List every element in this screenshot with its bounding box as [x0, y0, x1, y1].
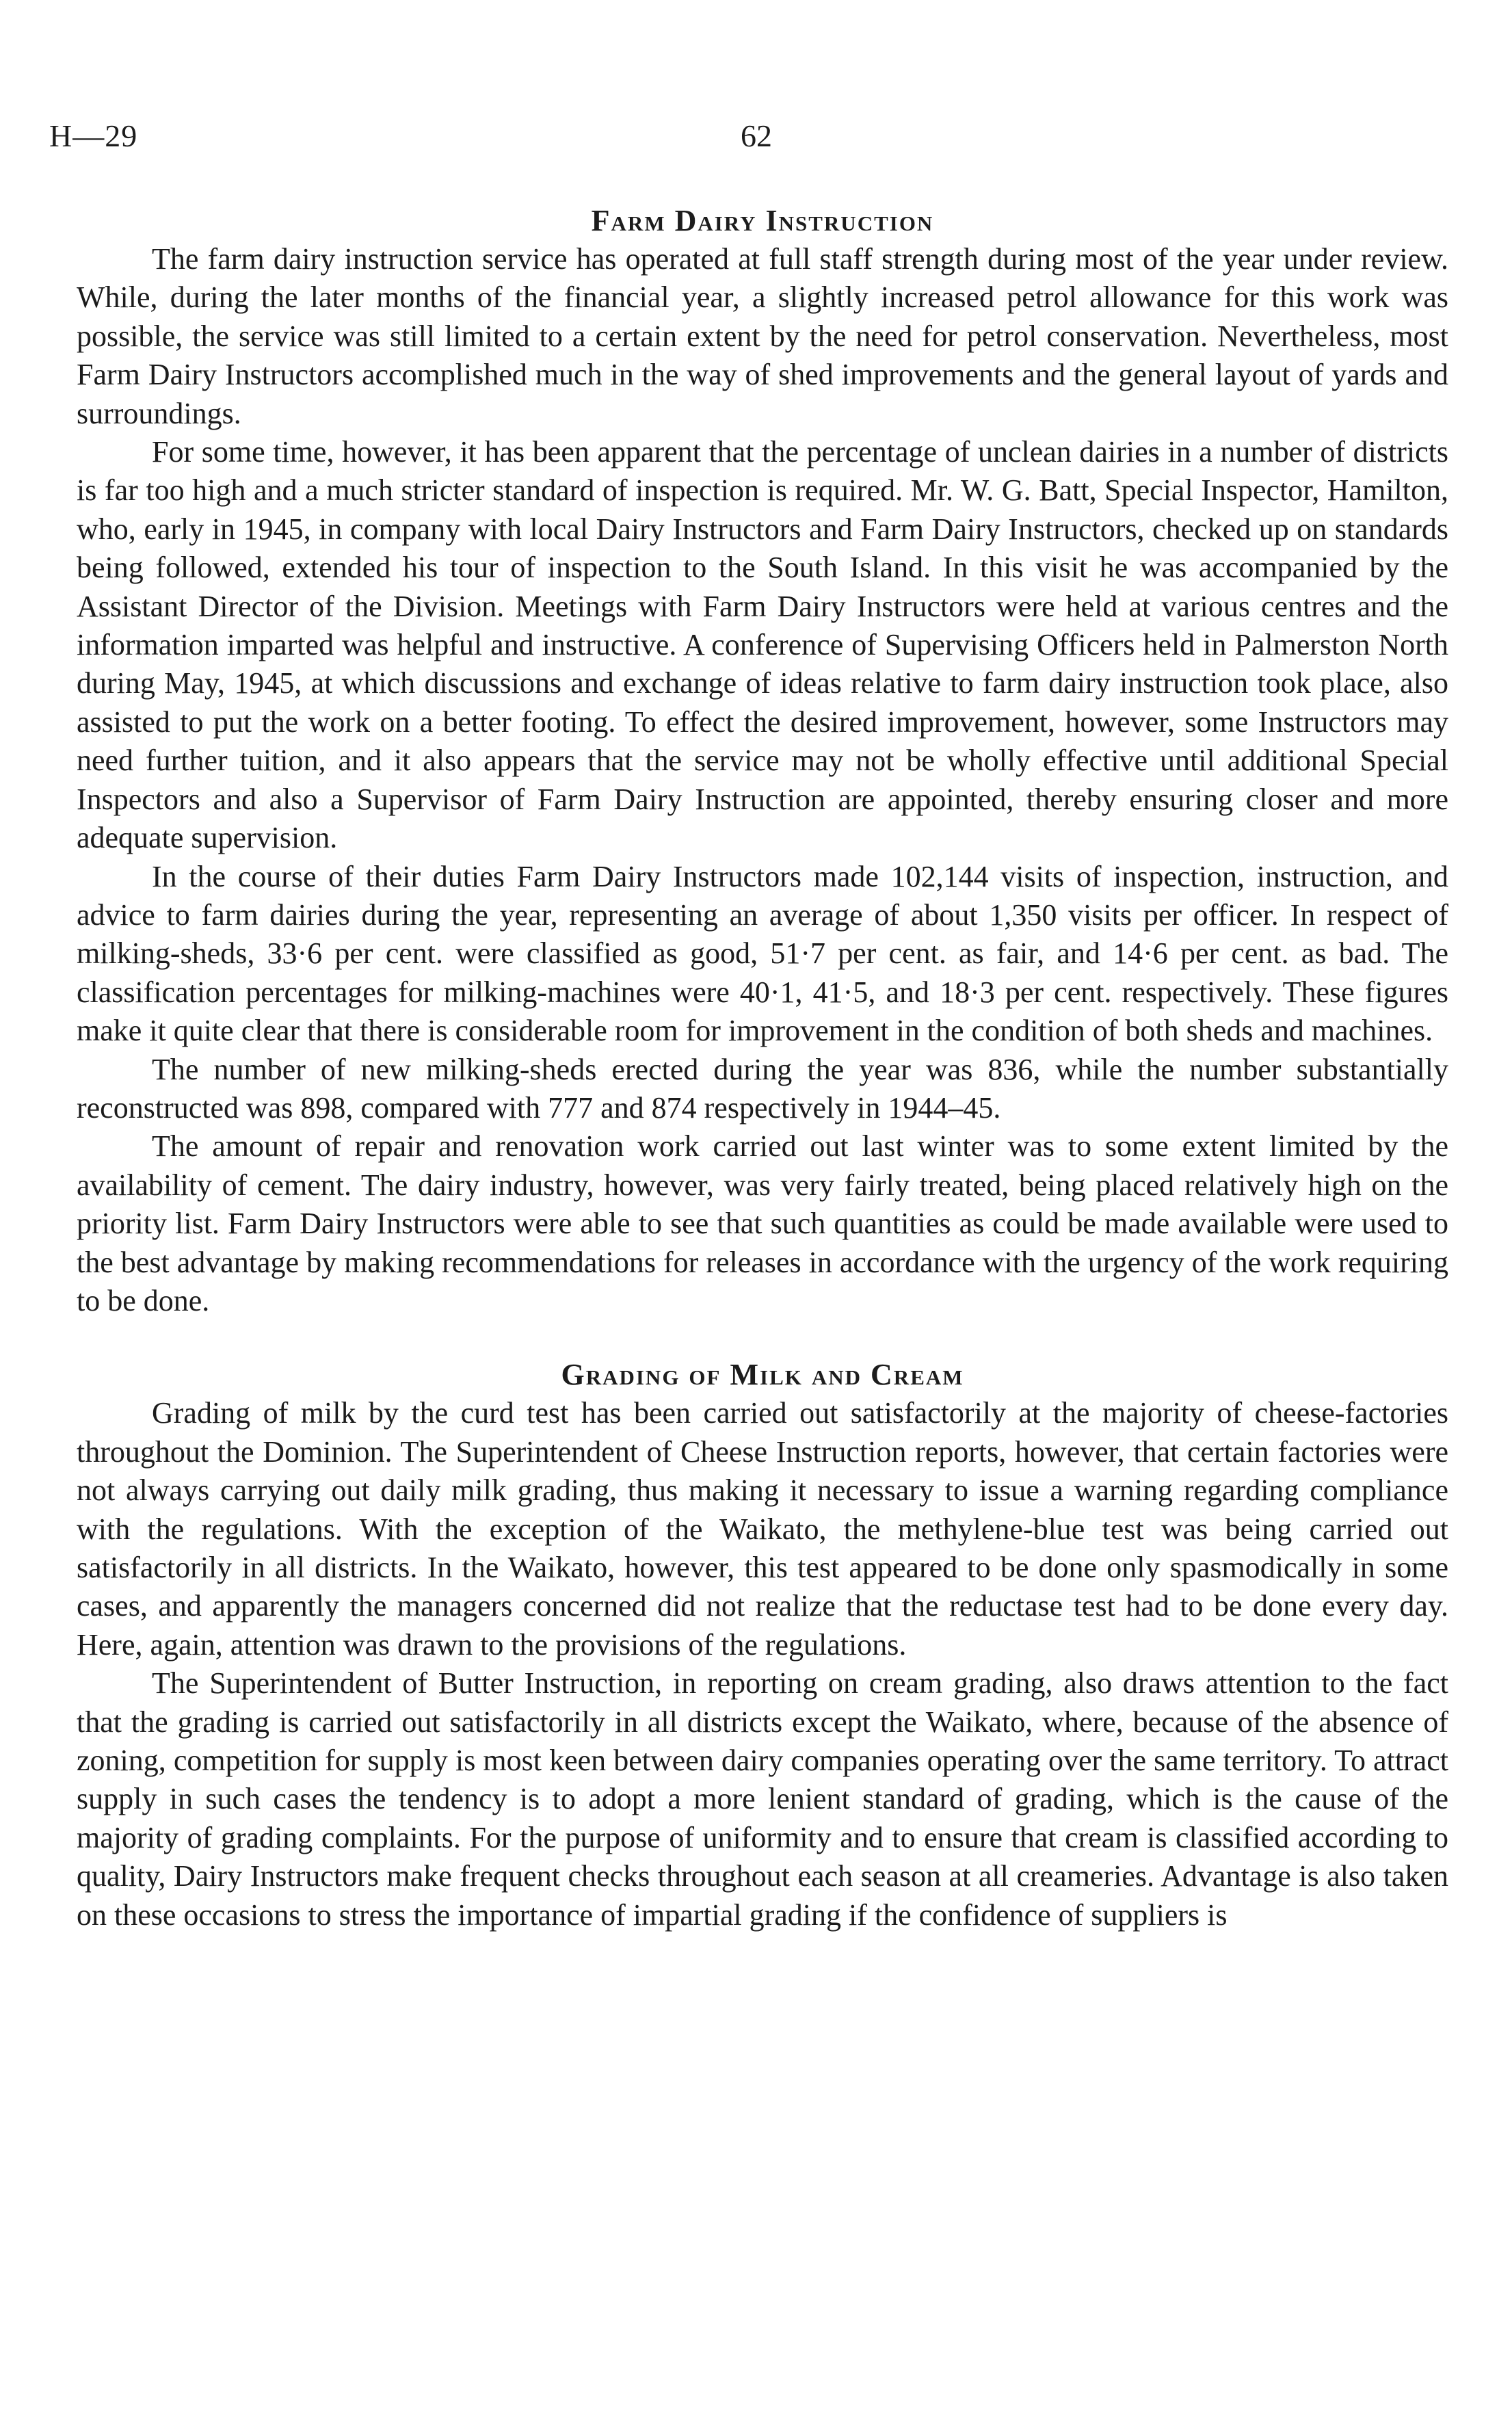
section-spacer	[77, 1320, 1448, 1356]
page-body	[77, 202, 1448, 1934]
paragraph: The amount of repair and renovation work carried out last winter was to some extent limited by the availability of cement. The dairy industry, however, was very fairly treated, being placed relatively high on the priority list. Farm Dairy Instructors were able to see that such quantities as could be made available were used to the best advantage by making recommendations for releases in accordance with the urgency of the work requiring to be done.	[77, 1129, 1448, 1317]
section-farm-dairy-instruction	[77, 202, 1448, 1320]
page-number: 62	[741, 118, 772, 153]
paragraph: The Superintendent of Butter Instruction, in reporting on cream grading, also draws attention to the fact that the grading is carried out satisfactorily in all districts except the Waikato, where, because of the absence of zoning, competition for supply is most keen between dairy companies operating over the same territory. To attract supply in such cases the tendency is to adopt a more lenient standard of grading, which is the cause of the majority of grading complaints. For the purpose of uniformity and to ensure that cream is classified according to quality, Dairy Instructors make frequent checks throughout each season at all creameries. Advantage is also taken on these occasions to stress the importance of impartial grading if the confidence of suppliers is	[77, 1666, 1448, 1932]
section-heading: Grading of Milk and Cream	[561, 1358, 964, 1392]
paragraph: The farm dairy instruction service has operated at full staff strength during most of the year under review. While, during the later months of the financial year, a slightly increased petrol allowance for this work was possible, the service was still limited to a certain extent by the need for petrol conservation. Nevertheless, most Farm Dairy Instructors accomplished much in the way of shed improvements and the general layout of yards and surroundings.	[77, 242, 1448, 430]
paragraph: In the course of their duties Farm Dairy Instructors made 102,144 visits of inspection, instruction, and advice to farm dairies during the year, representing an average of about 1,350 visits per officer. In respect of milking-sheds, 33·6 per cent. were classified as good, 51·7 per cent. as fair, and 14·6 per cent. as bad. The classification percentages for milking-machines were 40·1, 41·5, and 18·3 per cent. respectively. These figures make it quite clear that there is considerable room for improvement in the condition of both sheds and machines.	[77, 859, 1448, 1048]
paragraph: The number of new milking-sheds erected during the year was 836, while the number substantially reconstructed was 898, compared with 777 and 874 respectively in 1944–45.	[77, 1052, 1448, 1125]
section-heading: Farm Dairy Instruction	[591, 204, 934, 237]
document-reference: H—29	[49, 118, 138, 153]
paragraph: Grading of milk by the curd test has been carried out satisfactorily at the majority of cheese-factories throughout the Dominion. The Superintendent of Cheese Instruction reports, however, that certain factories were not always carrying out daily milk grading, thus making it necessary to issue a warning regarding compliance with the regulations. With the exception of the Waikato, the methylene-blue test was being carried out satisfactorily in all districts. In the Waikato, however, this test appeared to be done only spasmodically in some cases, and apparently the managers concerned did not realize that the reductase test had to be done every day. Here, again, attention was drawn to the provisions of the regulations.	[77, 1396, 1448, 1662]
section-grading-of-milk-and-cream	[77, 1356, 1448, 1934]
page-header	[0, 118, 1512, 159]
paragraph: For some time, however, it has been apparent that the percentage of unclean dairies in a number of districts is far too high and a much stricter standard of inspection is required. Mr. W. G. Batt, Special Inspector, Hamilton, who, early in 1945, in company with local Dairy Instructors and Farm Dairy Instructors, checked up on standards being followed, extended his tour of inspection to the South Island. In this visit he was accompanied by the Assistant Director of the Division. Meetings with Farm Dairy Instructors were held at various centres and the information imparted was helpful and instructive. A conference of Supervising Officers held in Palmerston North during May, 1945, at which discussions and exchange of ideas relative to farm dairy instruction took place, also assisted to put the work on a better footing. To effect the desired improvement, however, some Instructors may need further tuition, and it also appears that the service may not be wholly effective until additional Special Inspectors and also a Supervisor of Farm Dairy Instruction are appointed, thereby ensuring closer and more adequate supervision.	[77, 435, 1448, 855]
